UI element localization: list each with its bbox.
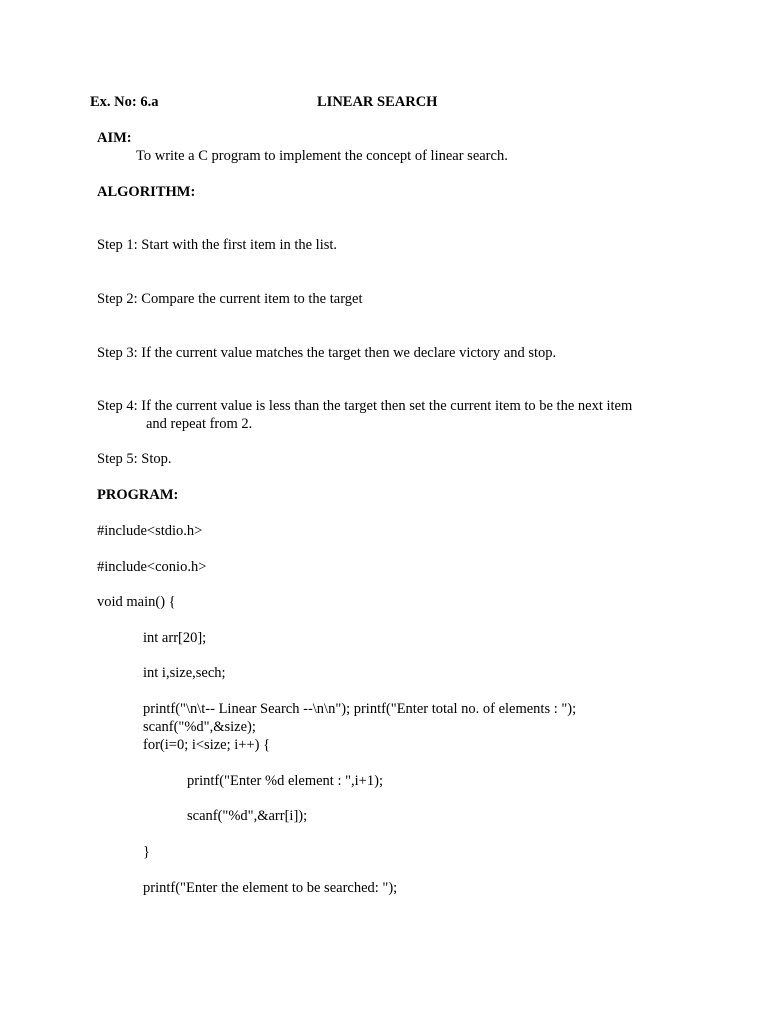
aim-text: To write a C program to implement the concept of linear search. bbox=[136, 148, 508, 164]
code-line: printf("Enter the element to be searched: "); bbox=[143, 880, 398, 896]
code-line: for(i=0; i<size; i++) { bbox=[143, 737, 271, 753]
algorithm-step-5: Step 5: Stop. bbox=[97, 451, 172, 467]
code-line: int arr[20]; bbox=[143, 630, 207, 646]
program-heading: PROGRAM: bbox=[97, 487, 179, 503]
algorithm-step-1: Step 1: Start with the first item in the list. bbox=[97, 237, 338, 253]
aim-heading: AIM: bbox=[97, 130, 132, 146]
algorithm-heading: ALGORITHM: bbox=[97, 184, 196, 200]
code-line: int i,size,sech; bbox=[143, 665, 226, 681]
code-line: void main() { bbox=[97, 594, 176, 610]
code-line: scanf("%d",&arr[i]); bbox=[187, 808, 308, 824]
algorithm-step-4: Step 4: If the current value is less than the target then set the current item to be the next item bbox=[97, 398, 633, 414]
algorithm-step-2: Step 2: Compare the current item to the target bbox=[97, 291, 363, 307]
code-line: scanf("%d",&size); bbox=[143, 719, 256, 735]
document-title: LINEAR SEARCH bbox=[317, 94, 438, 110]
algorithm-step-4-continued: and repeat from 2. bbox=[146, 416, 253, 432]
code-line: printf("\n\t-- Linear Search --\n\n"); printf("Enter total no. of elements : "); bbox=[143, 701, 577, 717]
code-line: #include<conio.h> bbox=[97, 559, 207, 575]
code-line: printf("Enter %d element : ",i+1); bbox=[187, 773, 383, 789]
code-line: #include<stdio.h> bbox=[97, 523, 203, 539]
exercise-number: Ex. No: 6.a bbox=[90, 94, 159, 110]
algorithm-step-3: Step 3: If the current value matches the target then we declare victory and stop. bbox=[97, 345, 557, 361]
code-line: } bbox=[143, 844, 150, 860]
